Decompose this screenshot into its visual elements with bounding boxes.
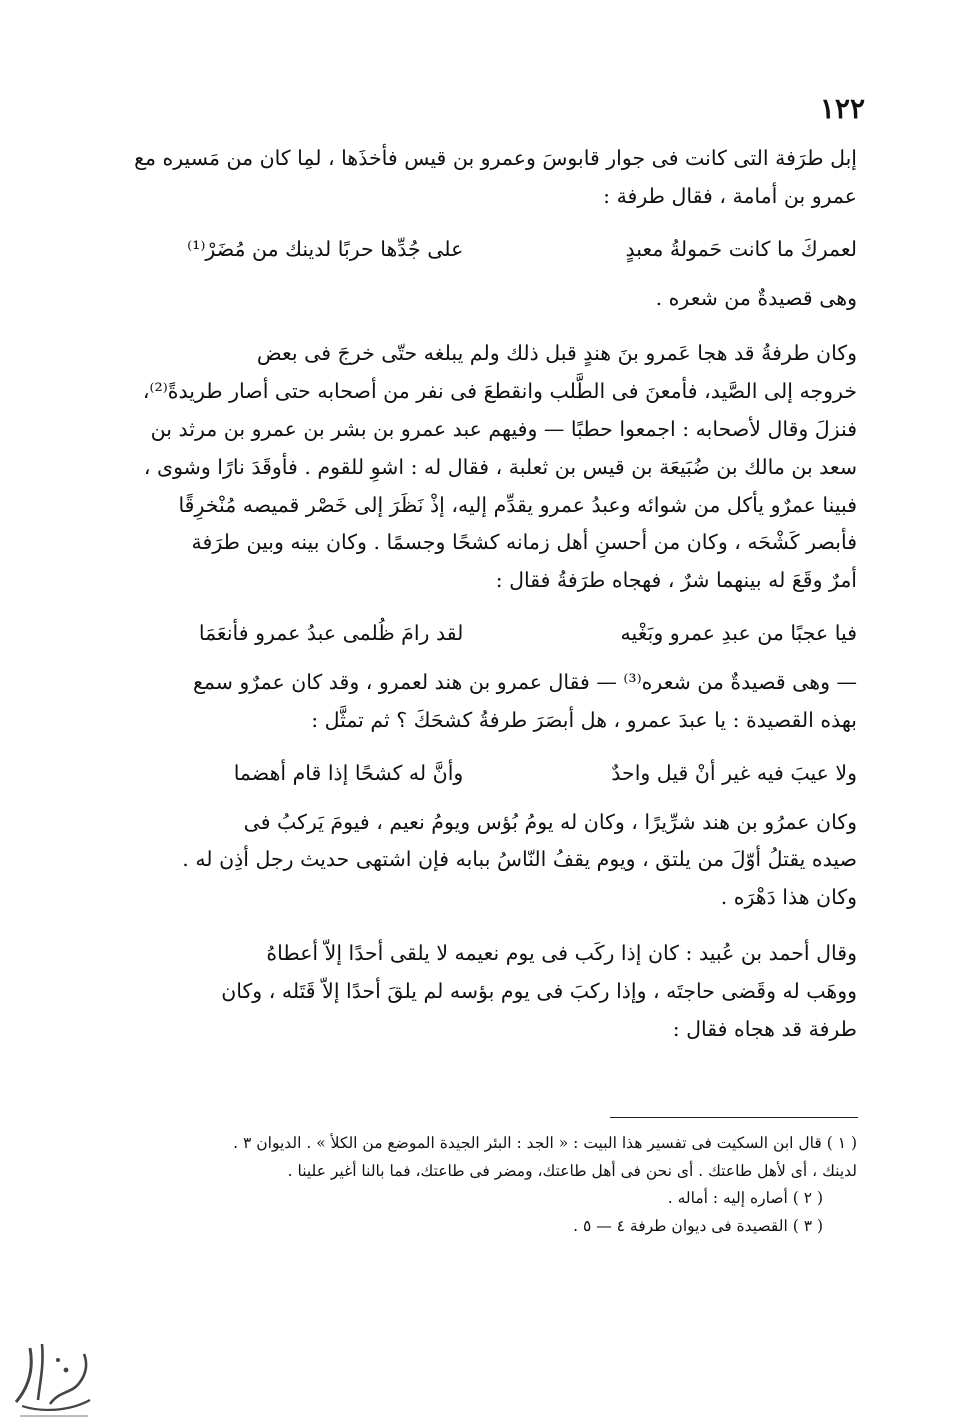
text-line: صيده يقتلُ أوّلَ من يلتق ، ويوم يقفُ النّاسُ ببابه فإن اشتهى حديث رجل أذِن له . <box>182 847 857 872</box>
text-line: وكان عمرُو بن هند شرِّيرًا ، وكان له يومُ بُؤس ويومُ نعيم ، فيومَ يَركبُ فى <box>243 809 857 834</box>
verse-second-hemistich: على جُدِّها حربًا لدينك من مُضَرْ⁽¹⁾ <box>187 236 464 261</box>
text-line: طرفة قد هجاه فقال : <box>672 1016 857 1041</box>
text-line: وكان هذا دَهْرَه . <box>720 885 857 910</box>
text-line: إبل طرَفة التى كانت فى جوار قابوسَ وعمرو بن قيس فأخذَها ، لمِا كان من مَسيره مع <box>134 146 857 170</box>
verse <box>128 230 857 268</box>
main-text <box>128 140 857 1048</box>
text-line: ووهَب له وقَضى حاجتَه ، وإذا ركبَ فى يوم بؤسه لم يلقَ أحدًا إلاّ قَتَله ، وكان <box>221 978 857 1003</box>
calligraphy-logo <box>10 1330 96 1418</box>
verse-first-hemistich: ولا عيبَ فيه غير أنْ قيل واحدٌ <box>611 760 857 785</box>
footnote-1-continuation: لدينك ، أى لأهل طاعتك . أى نحن فى أهل طاعتك، ومضر فى طاعتك، فما بالنا أغير علينا . <box>287 1161 857 1180</box>
text-line: عمرو بن أمامة ، فقال طرفة : <box>603 183 857 208</box>
footnote-2: ( ٢ ) أصاره إليه : أماله . <box>667 1189 823 1207</box>
verse-first-hemistich: لعمركَ ما كانت حَمولةُ معبدٍ <box>625 236 857 261</box>
footnote-3: ( ٣ ) القصيدة فى ديوان طرفة ٤ — ٥ . <box>573 1216 823 1235</box>
text-line: سعد بن مالك بن ضُبَيعَة بن قيس بن ثعلبة ، فقال له : اشوِ للقوم . فأوقَدَ نارًا وشوى ، <box>143 454 857 479</box>
footnotes <box>128 1130 857 1240</box>
text-line: فنزلَ وقال لأصحابه : اجمعوا حطبًا — وفيهم عبد عمرو بن بشر بن عمرو بن مرثد بن <box>150 416 857 441</box>
text-line: وقال أحمد بن عُبيد : كان إذا ركَب فى يوم نعيمه لا يلقى أحدًا إلاّ أعطاهُ <box>266 940 857 965</box>
verse <box>128 754 857 792</box>
text-line: — وهى قصيدةٌ من شعره⁽³⁾ — فقال عمرو بن هند لعمرو ، وقد كان عمرٌو سمع <box>192 669 857 694</box>
text-line: خروجه إلى الصَّيد، فأمعنَ فى الطَّلب وانقطعَ فى نفر من أصحابه حتى أصار طريدةً⁽²⁾، <box>142 379 857 404</box>
verse <box>128 614 857 652</box>
footnote-1: ( ١ ) قال ابن السكيت فى تفسير هذا البيت : « الجد : البئر الجيدة الموضع من الكلأ » . الديوان ٣ . <box>233 1134 857 1152</box>
verse-first-hemistich: فيا عجبًا من عبدِ عمرو وبَغْيه <box>620 620 857 645</box>
text-line: فبينا عمرٌو يأكل من شوائه وعبدُ عمرو يقدِّم إليه، إذْ نَظَرَ إلى خَصْر قميصه مُنْخرِقًا <box>178 492 857 517</box>
page-number: ١٢٢ <box>819 92 865 125</box>
footnote-divider <box>610 1117 858 1118</box>
verse-second-hemistich: وأنَّ له كشحًا إذا قام أهضما <box>233 760 464 785</box>
text-line: بهذه القصيدة : يا عبدَ عمرو ، هل أبصَرَ طرفةُ كشحَكَ ؟ ثم تمثَّل : <box>311 707 857 732</box>
verse-second-hemistich: لقد رامَ ظُلمى عبدُ عمرو فأنعَمَا <box>198 620 464 645</box>
text-line: أمرٌ وقَعَ له بينهما شرٌ ، فهجاه طرَفةُ فقال : <box>495 568 857 593</box>
text-line: وكان طرفةُ قد هجا عَمرو بنَ هندٍ قبل ذلك ولم يبلغه حتّى خرجَ فى بعض <box>256 341 857 366</box>
text-line: وهى قصيدةٌ من شعره . <box>655 285 857 310</box>
text-line: فأبصر كَشْحَه ، وكان من أحسنِ أهل زمانه كشحًا وجسمًا . وكان بينه وبين طرَفة <box>191 530 857 555</box>
